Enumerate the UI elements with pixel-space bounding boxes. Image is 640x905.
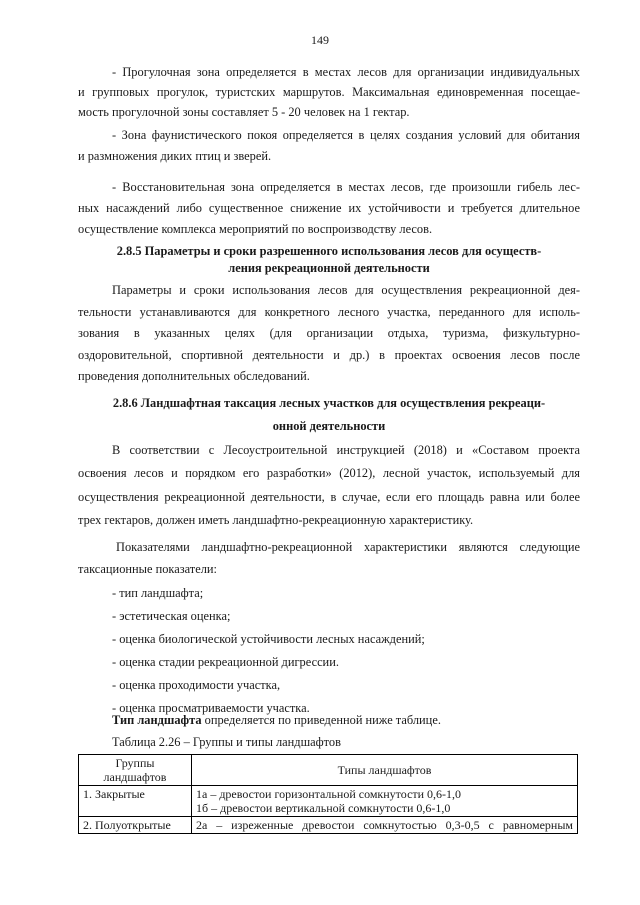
section-heading: онной деятельности — [272, 419, 386, 433]
table-caption: Таблица 2.26 – Группы и типы ландшафтов — [112, 735, 341, 749]
paragraph-line: ных насаждений либо существенное снижение их устойчивости и требуется длительное — [78, 201, 580, 215]
term-description: определяется по приведенной ниже таблице. — [201, 713, 441, 727]
paragraph-line: проведения дополнительных обследований. — [78, 369, 310, 383]
paragraph-line: мость прогулочной зоны составляет 5 - 20 человек на 1 гектар. — [78, 105, 410, 119]
paragraph-line: - Зона фаунистического покоя определяется в целях создания условий для обитания — [112, 128, 580, 142]
paragraph-line: - Прогулочная зона определяется в местах лесов для организации индивидуальных — [112, 65, 580, 79]
paragraph-line: осуществления рекреационной деятельности, в случае, если его площадь равна или более — [78, 490, 580, 504]
table-cell-types — [192, 817, 578, 834]
paragraph-line: освоения лесов и порядком его разработки» (2012), лесной участок, используемый для — [78, 466, 580, 480]
bold-term: Тип ландшафта — [112, 713, 202, 727]
table-cell-group: 2. Полуоткрытые — [79, 817, 192, 834]
table-cell-group: 1. Закрытые — [79, 786, 192, 817]
type-line: 2а – изреженные древостои сомкнутостью 0,3-0,5 с равномерным — [196, 818, 573, 832]
paragraph-line: тельности устанавливаются для конкретного лесного участка, переданного для исполь- — [78, 305, 580, 319]
page-number: 149 — [311, 33, 329, 47]
header-line: ландшафтов — [103, 770, 167, 784]
paragraph-line: Параметры и сроки использования лесов для осуществления рекреационной дея- — [112, 283, 580, 297]
type-line: 1б – древостои вертикальной сомкнутости 0,6-1,0 — [196, 801, 451, 815]
landscape-types-table — [78, 754, 578, 834]
list-item: - оценка биологической устойчивости лесных насаждений; — [112, 632, 425, 646]
paragraph-line: оздоровительной, спортивной деятельности и др.) в проектах освоения лесов после — [78, 348, 580, 362]
section-heading: ления рекреационной деятельности — [228, 261, 430, 275]
paragraph-line: и размножения диких птиц и зверей. — [78, 149, 272, 163]
table-row — [79, 817, 578, 834]
list-item: - эстетическая оценка; — [112, 609, 231, 623]
table-header-cell — [79, 755, 192, 786]
table-header-row — [79, 755, 578, 786]
paragraph-line: Показателями ландшафтно-рекреационной характеристики являются следующие — [116, 540, 580, 554]
list-item: - оценка проходимости участка, — [112, 678, 281, 692]
table-header-cell: Типы ландшафтов — [192, 755, 578, 786]
paragraph-line: зования в указанных целях (для организации отдыха, туризма, физкультурно- — [78, 326, 580, 340]
table-row — [79, 786, 578, 817]
paragraph-line: - Восстановительная зона определяется в местах лесов, где произошли гибель лес- — [112, 180, 580, 194]
paragraph-line — [78, 713, 580, 728]
header-line: Группы — [115, 756, 155, 770]
paragraph-line: трех гектаров, должен иметь ландшафтно-рекреационную характеристику. — [78, 513, 474, 527]
paragraph-line: таксационные показатели: — [78, 562, 217, 576]
list-item: - оценка просматриваемости участка. — [112, 701, 310, 715]
list-item: - оценка стадии рекреационной дигрессии. — [112, 655, 339, 669]
paragraph-line: осуществление комплекса мероприятий по воспроизводству лесов. — [78, 222, 433, 236]
type-line: 1а – древостои горизонтальной сомкнутости 0,6-1,0 — [196, 787, 462, 801]
table-cell-types — [192, 786, 578, 817]
paragraph-line: В соответствии с Лесоустроительной инструкцией (2018) и «Составом проекта — [112, 443, 580, 457]
list-item: - тип ландшафта; — [112, 586, 204, 600]
section-heading: 2.8.6 Ландшафтная таксация лесных участков для осуществления рекреаци- — [112, 396, 546, 410]
paragraph-line: и групповых прогулок, туристских маршрутов. Максимальная единовременная посещае- — [78, 85, 580, 99]
section-heading: 2.8.5 Параметры и сроки разрешенного использования лесов для осуществ- — [116, 244, 542, 258]
